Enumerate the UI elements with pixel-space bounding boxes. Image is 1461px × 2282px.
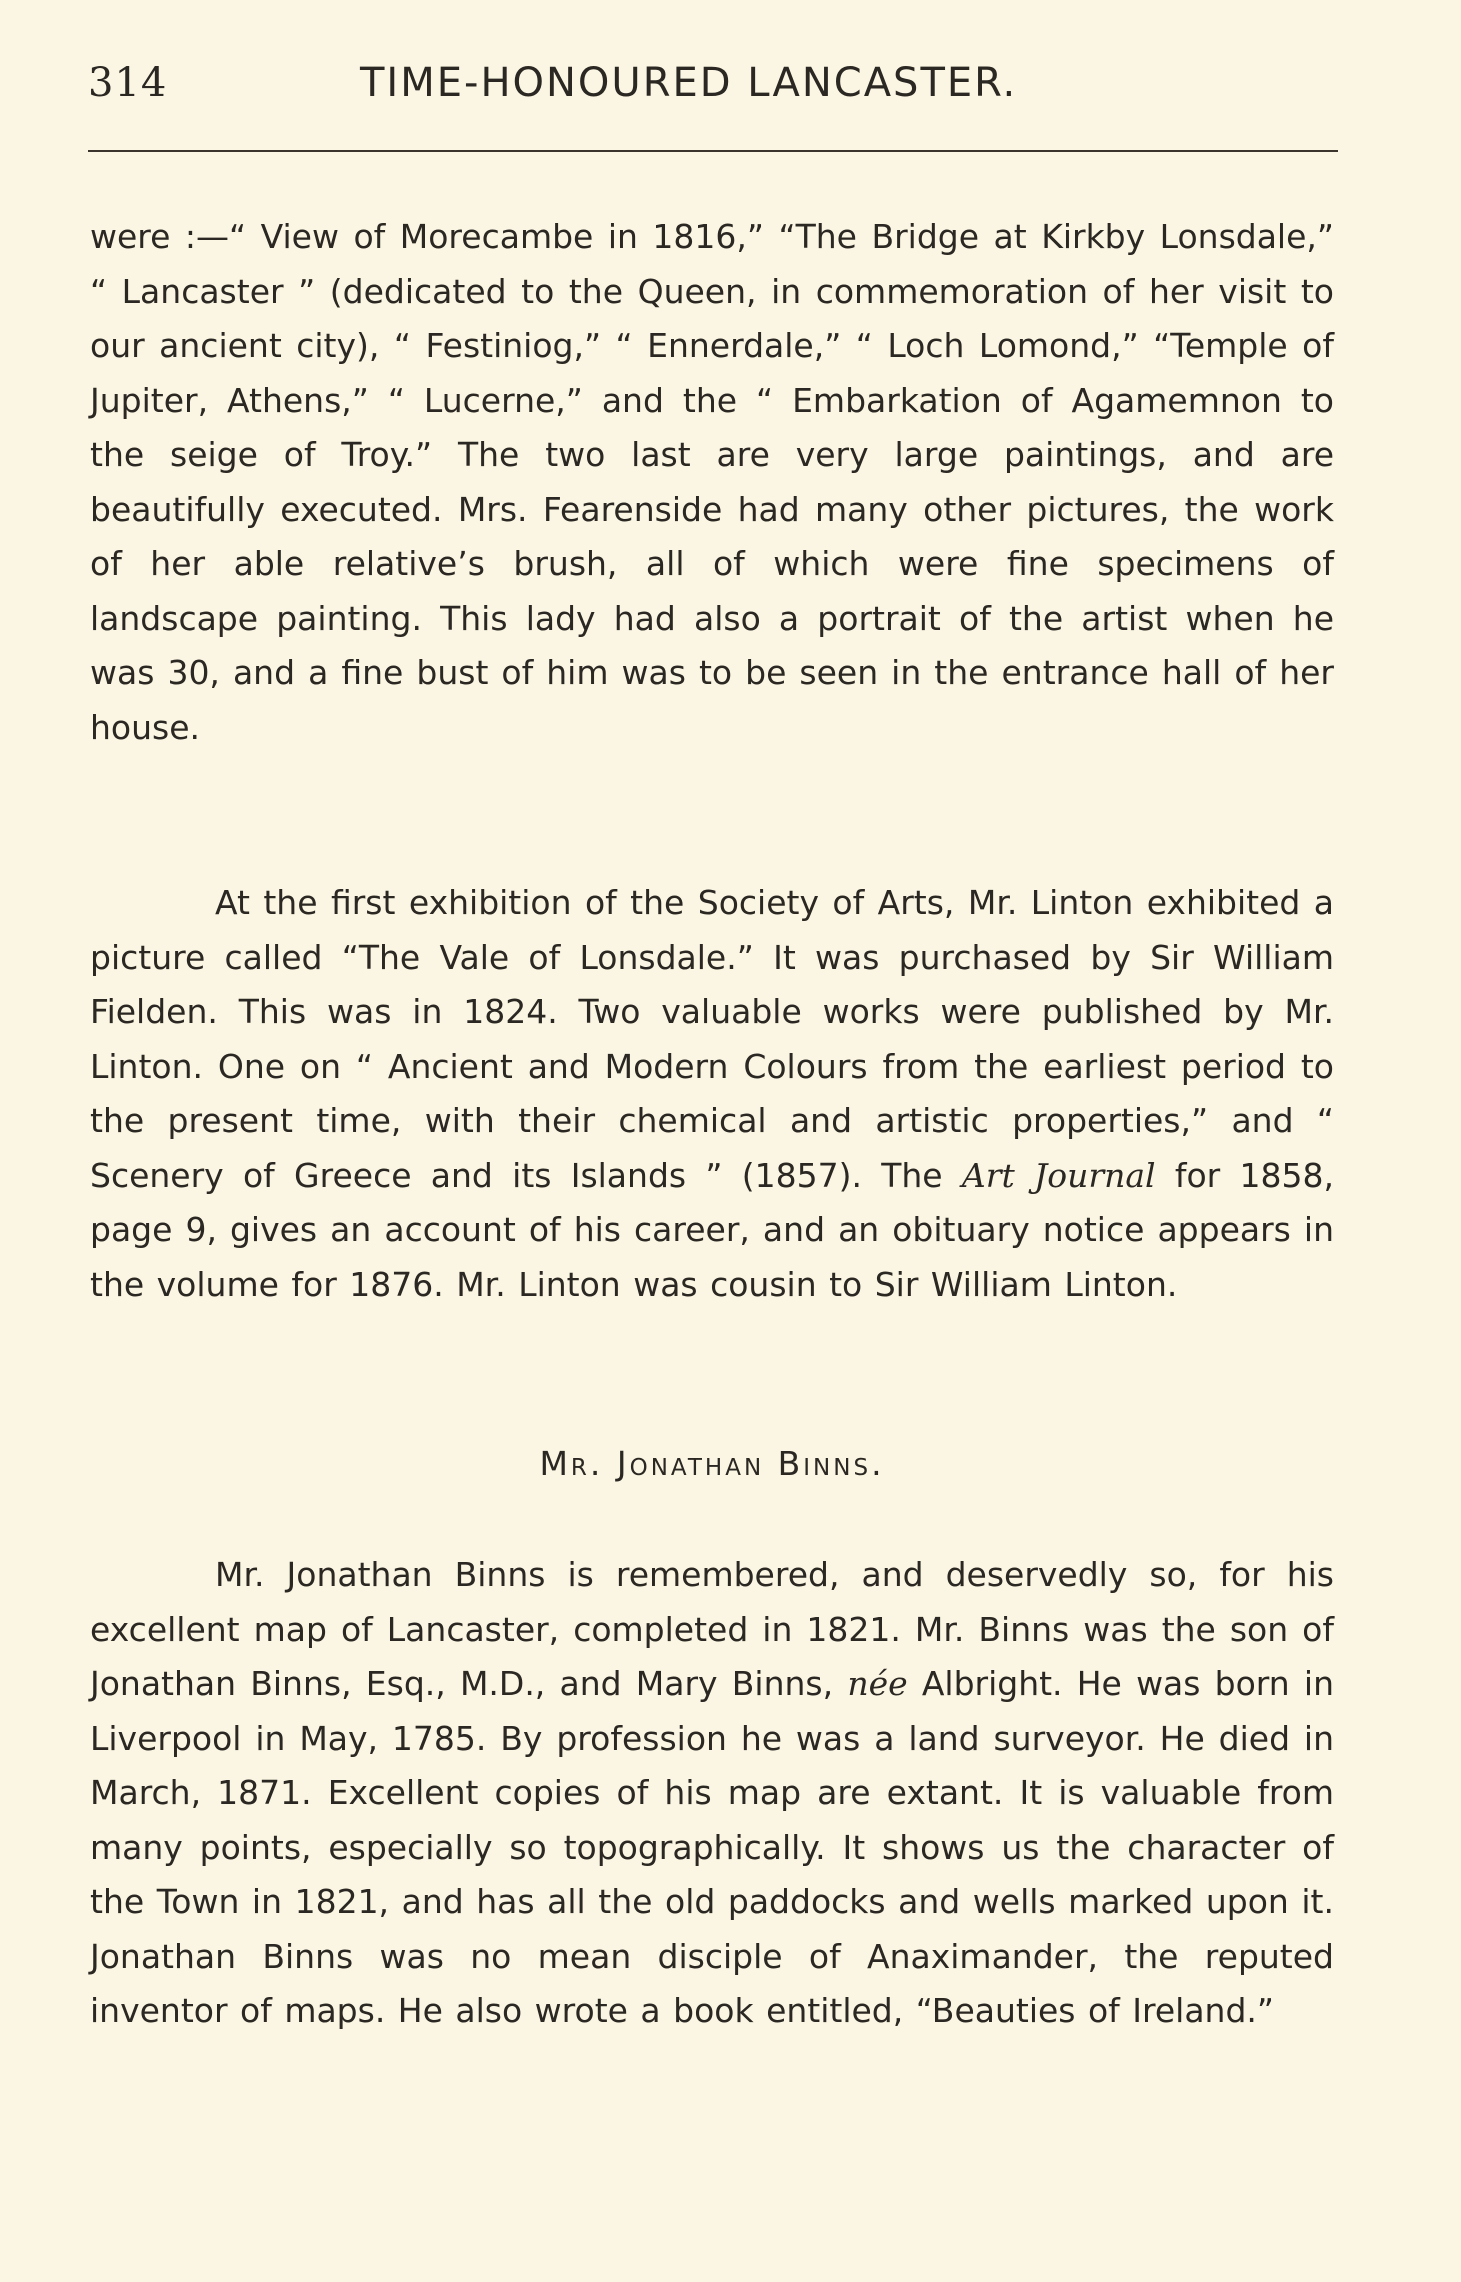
paragraph-text: for 1858, page 9, gives an account of his career, and an obituary notice appears in the volume for 1876. Mr. Linton was cousin to Sir William Linton. bbox=[90, 1155, 1334, 1304]
section-heading: Mr. Jonathan Binns. bbox=[539, 1444, 885, 1483]
italic-word: née bbox=[847, 1664, 908, 1703]
paragraph-text: At the first exhibition of the Society of Arts, Mr. Linton exhibited a picture called “The Vale of Lonsdale.” It was purchased by Sir William Fielden. This was in 1824. Two valuable works were published by Mr. Linton. One on “ Ancient and Modern Colours from the earliest period to the present time, with their chemical and artistic properties,” and “ Scenery of Greece and its Islands ” (1857). The bbox=[90, 883, 1334, 1195]
running-head: TIME-HONOURED LANCASTER. bbox=[360, 60, 1018, 106]
paragraph-text: Mr. Jonathan Binns is remembered, and deservedly so, for his excellent map of Lancaster, completed in 1821. Mr. Binns was the son of Jonathan Binns, Esq., M.D., and Mary Binns, bbox=[90, 1555, 1334, 1703]
italic-title: Art Journal bbox=[961, 1155, 1156, 1195]
paragraph-text: Albright. He was born in Liverpool in May, 1785. By profession he was a land surveyor. He died in March, 1871. Excellent copies of his map are extant. It is valuable from many points, especially so topographically. It shows us the character of the Town in 1821, and has all the old paddocks and wells marked upon it. Jonathan Binns was no mean disciple of Anaximander, the reputed inventor of maps. He also wrote a book entitled, “Beauties of Ireland.” bbox=[90, 1664, 1334, 2030]
paragraph-linton bbox=[90, 876, 1334, 1312]
page-number: 314 bbox=[88, 60, 168, 106]
paragraph-paintings bbox=[90, 210, 1334, 755]
header-rule bbox=[88, 150, 1338, 152]
paragraph-text: were :—“ View of Morecambe in 1816,” “The Bridge at Kirkby Lonsdale,” “ Lancaster ” (dedicated to the Queen, in commemoration of her visit to our ancient city), “ Festiniog,” “ Ennerdale,” “ Loch Lomond,” “Temple of Jupiter, Athens,” “ Lucerne,” and the “ Embarkation of Agamemnon to the seige of Troy.” The two last are very large paintings, and are beautifully executed. Mrs. Fearenside had many other pictures, the work of her able relative’s brush, all of which were fine specimens of landscape painting. This lady had also a portrait of the artist when he was 30, and a fine bust of him was to be seen in the entrance hall of her house. bbox=[90, 217, 1334, 747]
page-header bbox=[88, 56, 1338, 116]
paragraph-binns bbox=[90, 1548, 1334, 2039]
